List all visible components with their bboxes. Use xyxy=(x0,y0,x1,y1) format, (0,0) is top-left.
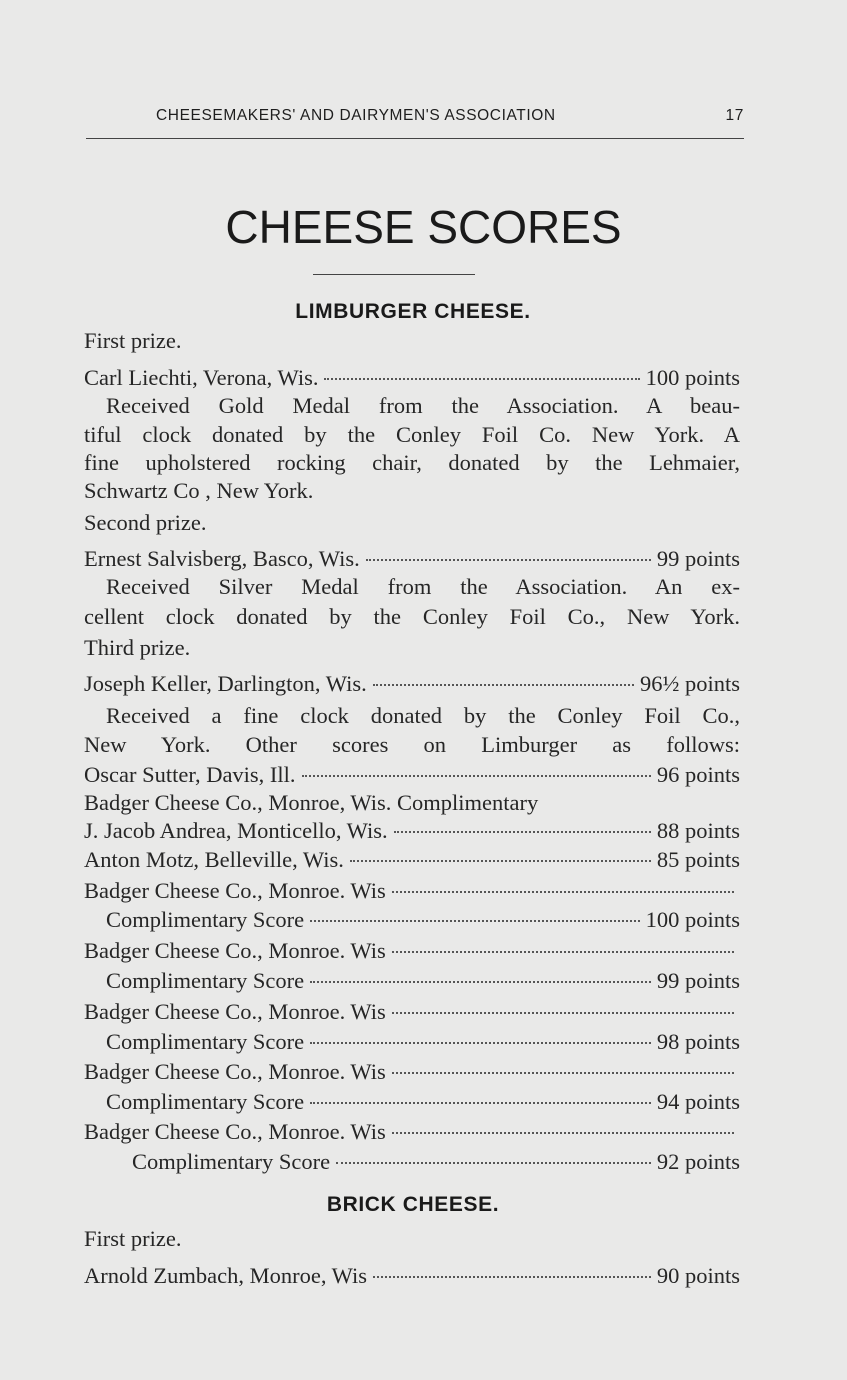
third-prize-label: Third prize. xyxy=(84,635,191,660)
entry-name: Badger Cheese Co., Monroe. Wis xyxy=(84,1059,386,1084)
first-prize-desc-line: tiful clock donated by the Conley Foil Co. New York. A xyxy=(84,422,740,447)
entry-score: 100 points xyxy=(645,907,740,932)
score-row xyxy=(106,966,740,996)
entry-score: 96½ points xyxy=(639,671,740,696)
entry-score: 99 points xyxy=(656,546,740,571)
dot-leader xyxy=(394,830,651,833)
page-number: 17 xyxy=(725,107,744,124)
dot-leader xyxy=(366,558,651,561)
entry-name: Anton Motz, Belleville, Wis. xyxy=(84,847,344,872)
dot-leader xyxy=(350,859,651,862)
second-prize-entry xyxy=(84,544,740,574)
dot-leader xyxy=(310,919,640,922)
first-prize-desc-line: Received Gold Medal from the Association. A beau- xyxy=(106,393,740,418)
dot-leader xyxy=(392,1131,734,1134)
brick-first-prize-label: First prize. xyxy=(84,1226,182,1251)
third-prize-desc-line: New York. Other scores on Limburger as follows: xyxy=(84,732,740,757)
entry-score: 90 points xyxy=(656,1263,740,1288)
entry-name: Complimentary Score xyxy=(132,1149,331,1174)
second-prize-desc-line: cellent clock donated by the Conley Foil Co., New York. xyxy=(84,604,740,629)
entry-name: Badger Cheese Co., Monroe. Wis xyxy=(84,1119,386,1144)
running-header xyxy=(86,107,746,131)
score-row xyxy=(84,997,740,1027)
entry-name: Complimentary Score xyxy=(106,968,305,993)
entry-name: Ernest Salvisberg, Basco, Wis. xyxy=(84,546,360,571)
score-row xyxy=(84,1057,740,1087)
dot-leader xyxy=(392,1071,734,1074)
first-prize-desc-line: fine upholstered rocking chair, donated by the Lehmaier, xyxy=(84,450,740,475)
second-prize-label: Second prize. xyxy=(84,510,207,535)
entry-score: 96 points xyxy=(656,762,740,787)
title-rule xyxy=(313,274,475,275)
dot-leader xyxy=(392,950,734,953)
entry-name: Complimentary Score xyxy=(106,907,305,932)
entry-name: Oscar Sutter, Davis, Ill. xyxy=(84,762,296,787)
score-row xyxy=(84,1117,740,1147)
score-row xyxy=(132,1147,740,1177)
score-row xyxy=(84,876,740,906)
entry-score: 99 points xyxy=(656,968,740,993)
score-row xyxy=(84,816,740,846)
running-title: CHEESEMAKERS' AND DAIRYMEN'S ASSOCIATION xyxy=(156,107,556,124)
first-prize-entry xyxy=(84,363,740,393)
third-prize-entry xyxy=(84,669,740,699)
entry-name: Carl Liechti, Verona, Wis. xyxy=(84,365,319,390)
entry-name: J. Jacob Andrea, Monticello, Wis. xyxy=(84,818,388,843)
entry-score: 98 points xyxy=(656,1029,740,1054)
score-row xyxy=(106,1027,740,1057)
first-prize-label: First prize. xyxy=(84,328,182,353)
entry-name: Complimentary Score xyxy=(106,1029,305,1054)
score-row xyxy=(106,1087,740,1117)
score-row xyxy=(84,760,740,790)
entry-name: Joseph Keller, Darlington, Wis. xyxy=(84,671,367,696)
page-title: CHEESE SCORES xyxy=(225,201,622,253)
dot-leader xyxy=(373,1275,651,1278)
dot-leader xyxy=(302,774,651,777)
dot-leader xyxy=(392,1011,734,1014)
entry-score: 100 points xyxy=(645,365,740,390)
score-row xyxy=(106,905,740,935)
entry-name: Badger Cheese Co., Monroe. Wis xyxy=(84,878,386,903)
section-heading-brick: BRICK CHEESE. xyxy=(326,1193,500,1216)
entry-score: 85 points xyxy=(656,847,740,872)
entry-name: Badger Cheese Co., Monroe. Wis xyxy=(84,938,386,963)
brick-first-prize-entry xyxy=(84,1261,740,1291)
dot-leader xyxy=(392,890,734,893)
dot-leader xyxy=(373,683,634,686)
entry-score: 92 points xyxy=(656,1149,740,1174)
dot-leader xyxy=(310,1101,651,1104)
entry-score: 88 points xyxy=(656,818,740,843)
entry-name: Badger Cheese Co., Monroe. Wis xyxy=(84,999,386,1024)
dot-leader xyxy=(324,377,639,380)
entry-name: Arnold Zumbach, Monroe, Wis xyxy=(84,1263,368,1288)
entry-name: Complimentary Score xyxy=(106,1089,305,1114)
score-row xyxy=(84,845,740,875)
dot-leader xyxy=(336,1161,651,1164)
third-prize-desc-line: Received a fine clock donated by the Conley Foil Co., xyxy=(106,703,740,728)
second-prize-desc-line: Received Silver Medal from the Association. An ex- xyxy=(106,574,740,599)
score-row: Badger Cheese Co., Monroe, Wis. Complimentary xyxy=(84,790,539,815)
dot-leader xyxy=(310,1041,651,1044)
entry-score: 94 points xyxy=(656,1089,740,1114)
section-heading-limburger: LIMBURGER CHEESE. xyxy=(295,300,531,323)
dot-leader xyxy=(310,980,651,983)
first-prize-desc-line: Schwartz Co , New York. xyxy=(84,478,314,503)
score-row xyxy=(84,936,740,966)
header-rule xyxy=(86,138,744,139)
